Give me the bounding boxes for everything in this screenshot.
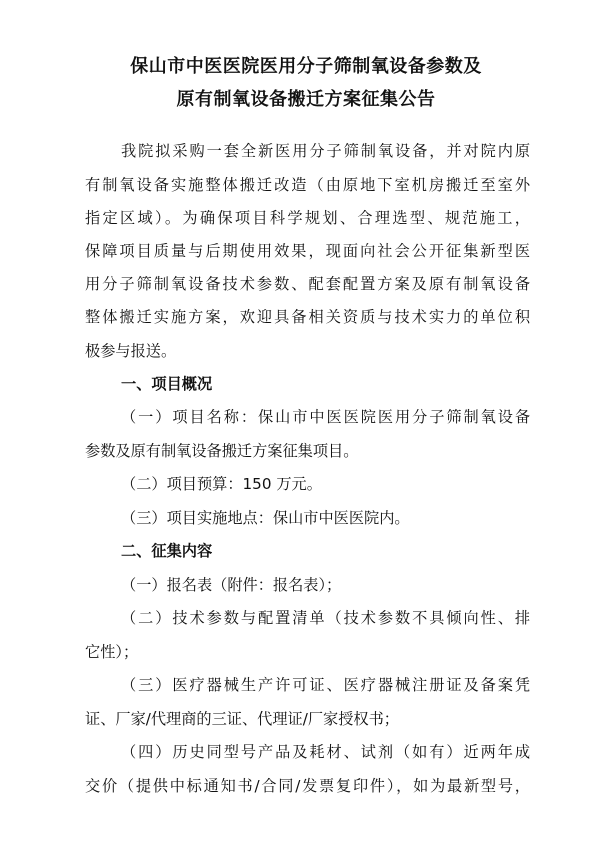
content-item-history: （四）历史同型号产品及耗材、试剂（如有）近两年成	[121, 743, 530, 761]
content-item-licenses-continued: 证、厂家/代理商的三证、代理证/厂家授权书；	[85, 710, 399, 728]
intro-paragraph-line: 我院拟采购一套全新医用分子筛制氧设备，并对院内原	[121, 142, 530, 160]
overview-item-name: （一）项目名称：保山市中医医院医用分子筛制氧设备	[121, 408, 530, 426]
intro-paragraph-line: 用分子筛制氧设备技术参数、配套配置方案及原有制氧设备	[85, 275, 530, 293]
document-title-line-2: 原有制氧设备搬迁方案征集公告	[176, 89, 436, 110]
content-item-technical: （二）技术参数与配置清单（技术参数不具倾向性、排	[121, 609, 530, 627]
overview-item-location: （三）项目实施地点：保山市中医医院内。	[121, 509, 410, 527]
content-item-licenses: （三）医疗器械生产许可证、医疗器械注册证及备案凭	[121, 676, 530, 694]
intro-paragraph-line: 保障项目质量与后期使用效果，现面向社会公开征集新型医	[85, 242, 530, 260]
document-title-line-1: 保山市中医医院医用分子筛制氧设备参数及	[130, 56, 482, 77]
content-item-registration: （一）报名表（附件：报名表）；	[121, 576, 342, 594]
section-heading-content: 二、征集内容	[121, 542, 213, 560]
intro-paragraph-line: 整体搬迁实施方案，欢迎具备相关资质与技术实力的单位积	[85, 308, 530, 326]
intro-paragraph-line: 指定区域）。为确保项目科学规划、合理选型、规范施工，	[85, 209, 530, 227]
overview-item-name-continued: 参数及原有制氧设备搬迁方案征集项目。	[85, 442, 359, 460]
overview-item-budget: （二）项目预算：150 万元。	[121, 475, 322, 493]
content-item-history-continued: 交价（提供中标通知书/合同/发票复印件），如为最新型号，	[85, 777, 530, 795]
section-heading-overview: 一、项目概况	[121, 375, 213, 393]
intro-paragraph-line: 极参与报送。	[85, 342, 177, 360]
content-item-technical-continued: 它性）；	[85, 643, 139, 661]
intro-paragraph-line: 有制氧设备实施整体搬迁改造（由原地下室机房搬迁至室外	[85, 176, 530, 194]
